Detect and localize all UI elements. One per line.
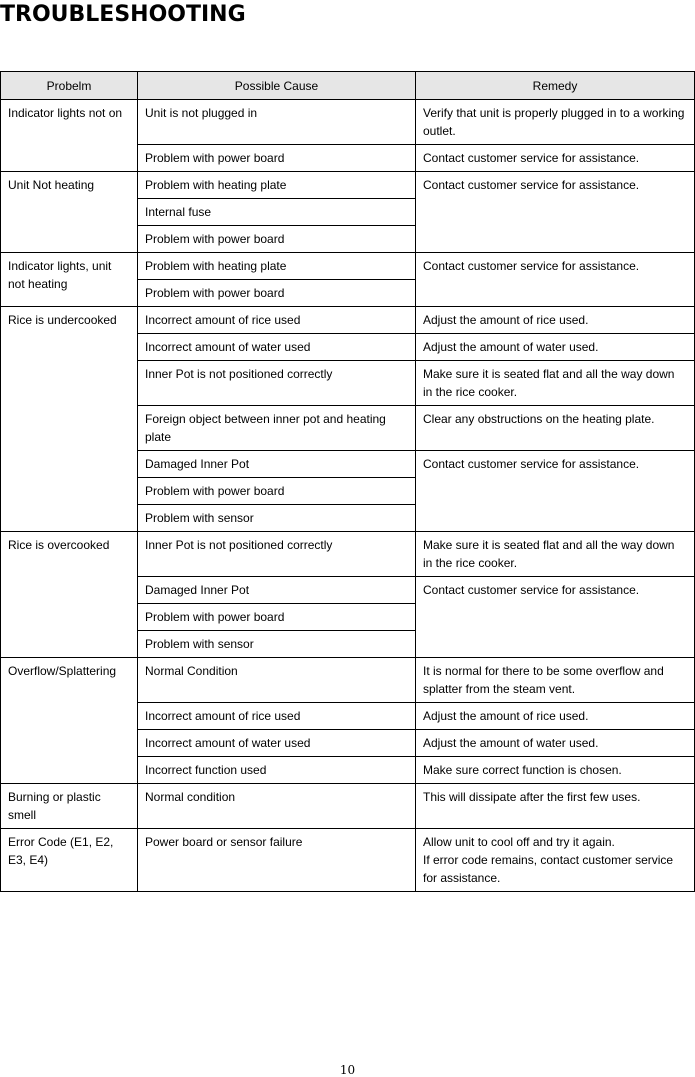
problem-cell: Unit Not heating [1, 172, 138, 253]
remedy-cell: Adjust the amount of water used. [416, 730, 695, 757]
cause-cell: Problem with sensor [138, 631, 416, 658]
problem-cell: Burning or plastic smell [1, 784, 138, 829]
header-remedy: Remedy [416, 72, 695, 100]
table-row [1, 658, 695, 703]
problem-cell: Rice is undercooked [1, 307, 138, 532]
cause-cell: Incorrect function used [138, 757, 416, 784]
page-number: 10 [339, 1063, 356, 1077]
cause-cell: Incorrect amount of water used [138, 730, 416, 757]
remedy-cell: Contact customer service for assistance. [416, 253, 695, 307]
problem-cell: Indicator lights, unit not heating [1, 253, 138, 307]
remedy-cell: Make sure it is seated flat and all the way down in the rice cooker. [416, 361, 695, 406]
remedy-cell: Adjust the amount of rice used. [416, 703, 695, 730]
problem-cell: Indicator lights not on [1, 100, 138, 172]
page-title: TROUBLESHOOTING [0, 2, 246, 27]
cause-cell: Incorrect amount of rice used [138, 703, 416, 730]
cause-cell: Damaged Inner Pot [138, 451, 416, 478]
remedy-cell: Adjust the amount of rice used. [416, 307, 695, 334]
remedy-line: If error code remains, contact customer service for assistance. [423, 853, 674, 885]
remedy-cell: Make sure it is seated flat and all the way down in the rice cooker. [416, 532, 695, 577]
table-row [1, 829, 695, 892]
header-problem: Probelm [1, 72, 138, 100]
table-row [1, 100, 695, 145]
table-body [1, 100, 695, 892]
remedy-line: Allow unit to cool off and try it again. [423, 835, 615, 849]
troubleshooting-table [0, 71, 695, 892]
remedy-cell: Contact customer service for assistance. [416, 172, 695, 253]
table-row [1, 172, 695, 199]
remedy-cell: Contact customer service for assistance. [416, 451, 695, 532]
problem-cell: Error Code (E1, E2, E3, E4) [1, 829, 138, 892]
remedy-cell: Verify that unit is properly plugged in to a working outlet. [416, 100, 695, 145]
cause-cell: Problem with power board [138, 478, 416, 505]
cause-cell: Problem with power board [138, 145, 416, 172]
cause-cell: Power board or sensor failure [138, 829, 416, 892]
table-row [1, 784, 695, 829]
cause-cell: Damaged Inner Pot [138, 577, 416, 604]
remedy-cell: Clear any obstructions on the heating plate. [416, 406, 695, 451]
problem-cell: Overflow/Splattering [1, 658, 138, 784]
cause-cell: Problem with power board [138, 280, 416, 307]
remedy-cell [416, 829, 695, 892]
remedy-cell: Adjust the amount of water used. [416, 334, 695, 361]
cause-cell: Unit is not plugged in [138, 100, 416, 145]
cause-cell: Internal fuse [138, 199, 416, 226]
problem-cell: Rice is overcooked [1, 532, 138, 658]
table-row [1, 253, 695, 280]
table-row [1, 532, 695, 577]
remedy-cell: Contact customer service for assistance. [416, 577, 695, 658]
header-cause: Possible Cause [138, 72, 416, 100]
cause-cell: Problem with heating plate [138, 253, 416, 280]
cause-cell: Problem with heating plate [138, 172, 416, 199]
remedy-cell: It is normal for there to be some overflow and splatter from the steam vent. [416, 658, 695, 703]
remedy-cell: Contact customer service for assistance. [416, 145, 695, 172]
table-header-row [1, 72, 695, 100]
table-row [1, 307, 695, 334]
cause-cell: Incorrect amount of rice used [138, 307, 416, 334]
cause-cell: Problem with sensor [138, 505, 416, 532]
remedy-cell: This will dissipate after the first few uses. [416, 784, 695, 829]
cause-cell: Inner Pot is not positioned correctly [138, 361, 416, 406]
cause-cell: Problem with power board [138, 604, 416, 631]
cause-cell: Normal condition [138, 784, 416, 829]
cause-cell: Inner Pot is not positioned correctly [138, 532, 416, 577]
cause-cell: Normal Condition [138, 658, 416, 703]
cause-cell: Problem with power board [138, 226, 416, 253]
cause-cell: Foreign object between inner pot and heating plate [138, 406, 416, 451]
cause-cell: Incorrect amount of water used [138, 334, 416, 361]
remedy-cell: Make sure correct function is chosen. [416, 757, 695, 784]
